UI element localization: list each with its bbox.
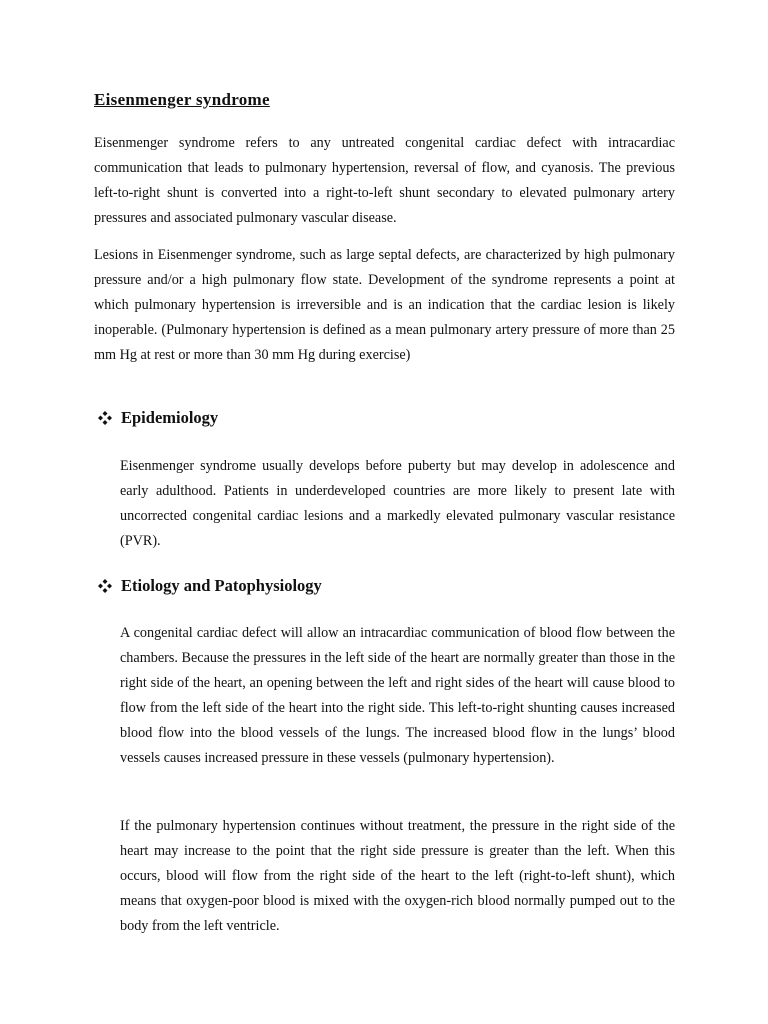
intro-paragraph-2: Lesions in Eisenmenger syndrome, such as large septal defects, are characterized by high pulmonary pressure and/or a high pulmonary flow state. Development of the syndrome represents a point at which pulmonary hypertension is irreversible and is an indication that the cardiac lesion is likely inoperable. (Pulmonary hypertension is defined as a mean pulmonary artery pressure of more than 25 mm Hg at rest or more than 30 mm Hg during exercise) [94,247,675,363]
section-heading-etiology [97,576,322,596]
four-diamond-bullet-icon [97,578,113,594]
document-title: Eisenmenger syndrome [94,90,270,109]
section-heading-label: Etiology and Patophysiology [121,576,322,595]
etiology-paragraph-1: A congenital cardiac defect will allow an intracardiac communication of blood flow between the chambers. Because the pressures in the left side of the heart are normally greater than those in the right side of the heart, an opening between the left and right sides of the heart will cause blood to flow from the left side of the heart into the right side. This left-to-right shunting causes increased blood flow into the blood vessels of the lungs. The increased blood flow in the lungs’ blood vessels causes increased pressure in these vessels (pulmonary hypertension). [120,625,675,766]
intro-paragraph-1: Eisenmenger syndrome refers to any untreated congenital cardiac defect with intracardiac communication that leads to pulmonary hypertension, reversal of flow, and cyanosis. The previous left-to-right shunt is converted into a right-to-left shunt secondary to elevated pulmonary artery pressures and associated pulmonary vascular disease. [94,135,675,226]
four-diamond-bullet-icon [97,410,113,426]
epidemiology-paragraph: Eisenmenger syndrome usually develops before puberty but may develop in adolescence and early adulthood. Patients in underdeveloped countries are more likely to present late with uncorrected congenital cardiac lesions and a markedly elevated pulmonary vascular resistance (PVR). [120,458,675,549]
etiology-paragraph-2: If the pulmonary hypertension continues without treatment, the pressure in the right side of the heart may increase to the point that the right side pressure is greater than the left. When this occurs, blood will flow from the right side of the heart to the left (right-to-left shunt), which means that oxygen-poor blood is mixed with the oxygen-rich blood normally pumped out to the body from the left ventricle. [120,818,675,934]
section-heading-epidemiology [97,408,218,428]
section-heading-label: Epidemiology [121,408,219,427]
